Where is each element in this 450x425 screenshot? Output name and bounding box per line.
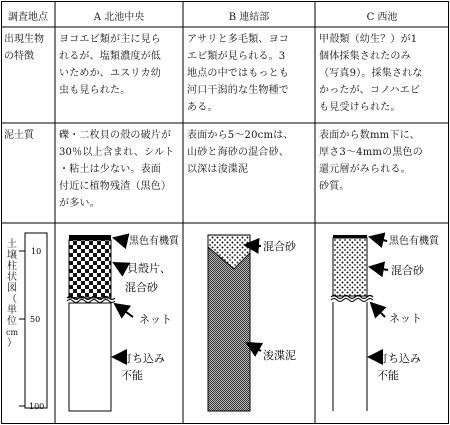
text-line: 表面から5〜20cmは、 [187, 130, 294, 141]
black-organic-layer [69, 235, 111, 240]
text-line: 以深は浚渫泥 [187, 164, 249, 175]
label-shell-sand: 貝殻片、 [127, 262, 171, 275]
vchar: 土 [7, 239, 17, 250]
header-survey-point: 調査地点 [8, 12, 48, 23]
text-line: 厚さ3〜4mmの黒色の [319, 147, 423, 158]
text-line: 礫・二枚貝の殻の破片が [59, 130, 172, 141]
tick-label: 50 [30, 315, 41, 324]
label-mixed-sand: 混合砂 [263, 240, 296, 253]
label-no-drive: 不能 [121, 369, 143, 382]
arrow [370, 237, 387, 241]
row-label-line: 出現生物 [4, 34, 44, 45]
label-no-drive: 不能 [377, 369, 399, 382]
text-line: 河口干潟的な生物種で [187, 85, 289, 96]
label-dredged-mud: 浚渫泥 [263, 349, 296, 362]
label-net: ネット [389, 312, 422, 325]
vchar: 単 [7, 305, 17, 316]
empty-column [69, 303, 111, 411]
text-line: かったが、コノハエビ [319, 85, 421, 96]
text-line: 表面から数mm下に、 [319, 130, 420, 141]
net-wave [67, 300, 115, 303]
text-line: 虫も見られた。 [59, 85, 131, 96]
text-line: れるが、塩類濃度が低 [59, 51, 161, 62]
arrow [370, 267, 388, 270]
vchar: 状 [7, 272, 17, 283]
mixed-sand-layer [333, 238, 367, 296]
arrow [114, 263, 125, 269]
label-net: ネット [139, 313, 172, 326]
text-line: 付近に植物残渣（黒色） [59, 181, 172, 192]
text-line: 個体採集されたのみ [319, 51, 411, 62]
text-line: が多い。 [59, 198, 100, 209]
profile-a [67, 234, 180, 411]
text-line: 30％以上含まれ、シルト [59, 147, 175, 158]
depth-scale [19, 233, 47, 411]
label-no-drive: 打ち込み [121, 352, 165, 365]
arrow [114, 238, 127, 241]
text-line: いためか、ユスリカ幼 [59, 68, 161, 79]
label-black-organic: 黒色有機質 [129, 236, 179, 247]
text-line: 砂質。 [319, 181, 350, 192]
label-black-organic: 黒色有機質 [389, 236, 439, 247]
text-line: （写真9）。採集されな [319, 68, 423, 79]
profile-diagrams [1, 1, 449, 424]
vchar: 柱 [7, 261, 17, 272]
row-label-line: の特徴 [4, 51, 34, 62]
vchar: 位 [7, 316, 17, 327]
header-col-a: A 北池中央 [93, 12, 145, 23]
label-mixed-sand: 混合砂 [391, 264, 424, 277]
vchar: 図 [7, 283, 17, 294]
vchar: ） [7, 338, 17, 349]
arrow [115, 304, 133, 317]
header-col-b: B 連結部 [228, 12, 270, 23]
tick-label: 10 [31, 247, 42, 256]
text-line: 地点の中ではもっとも [187, 68, 289, 79]
arrow [371, 303, 385, 317]
text-line: ヨコエビ類が主に見ら [59, 34, 161, 45]
label-no-drive: 打ち込み [377, 352, 421, 365]
profile-b [208, 235, 297, 411]
survey-table-document [1, 1, 449, 424]
text-line: ある。 [187, 102, 218, 113]
row-label-mud: 泥土質 [4, 130, 34, 141]
text-line: エビ類が見られる。3 [187, 51, 286, 62]
shell-sand-layer [69, 240, 111, 298]
text-line: ・粘土は少ない。表面 [59, 164, 161, 175]
text-line: 山砂と海砂の混合砂、 [187, 147, 289, 158]
text-line: も見受けられた。 [319, 102, 401, 113]
tick-label: 100 [29, 402, 45, 411]
vchar: cm [6, 328, 19, 337]
text-line: 甲殻類（幼生？）が1 [319, 34, 418, 45]
profile-c [331, 234, 440, 411]
label-shell-sand: 混合砂 [125, 281, 158, 294]
arrow [245, 245, 261, 246]
header-col-c: C 西池 [366, 12, 398, 23]
text-line: 還元層がみられる。 [319, 164, 411, 175]
vchar: （ [7, 294, 17, 305]
text-line: アサリと多毛類、ヨコ [187, 34, 289, 45]
vchar: 壌 [7, 250, 17, 261]
